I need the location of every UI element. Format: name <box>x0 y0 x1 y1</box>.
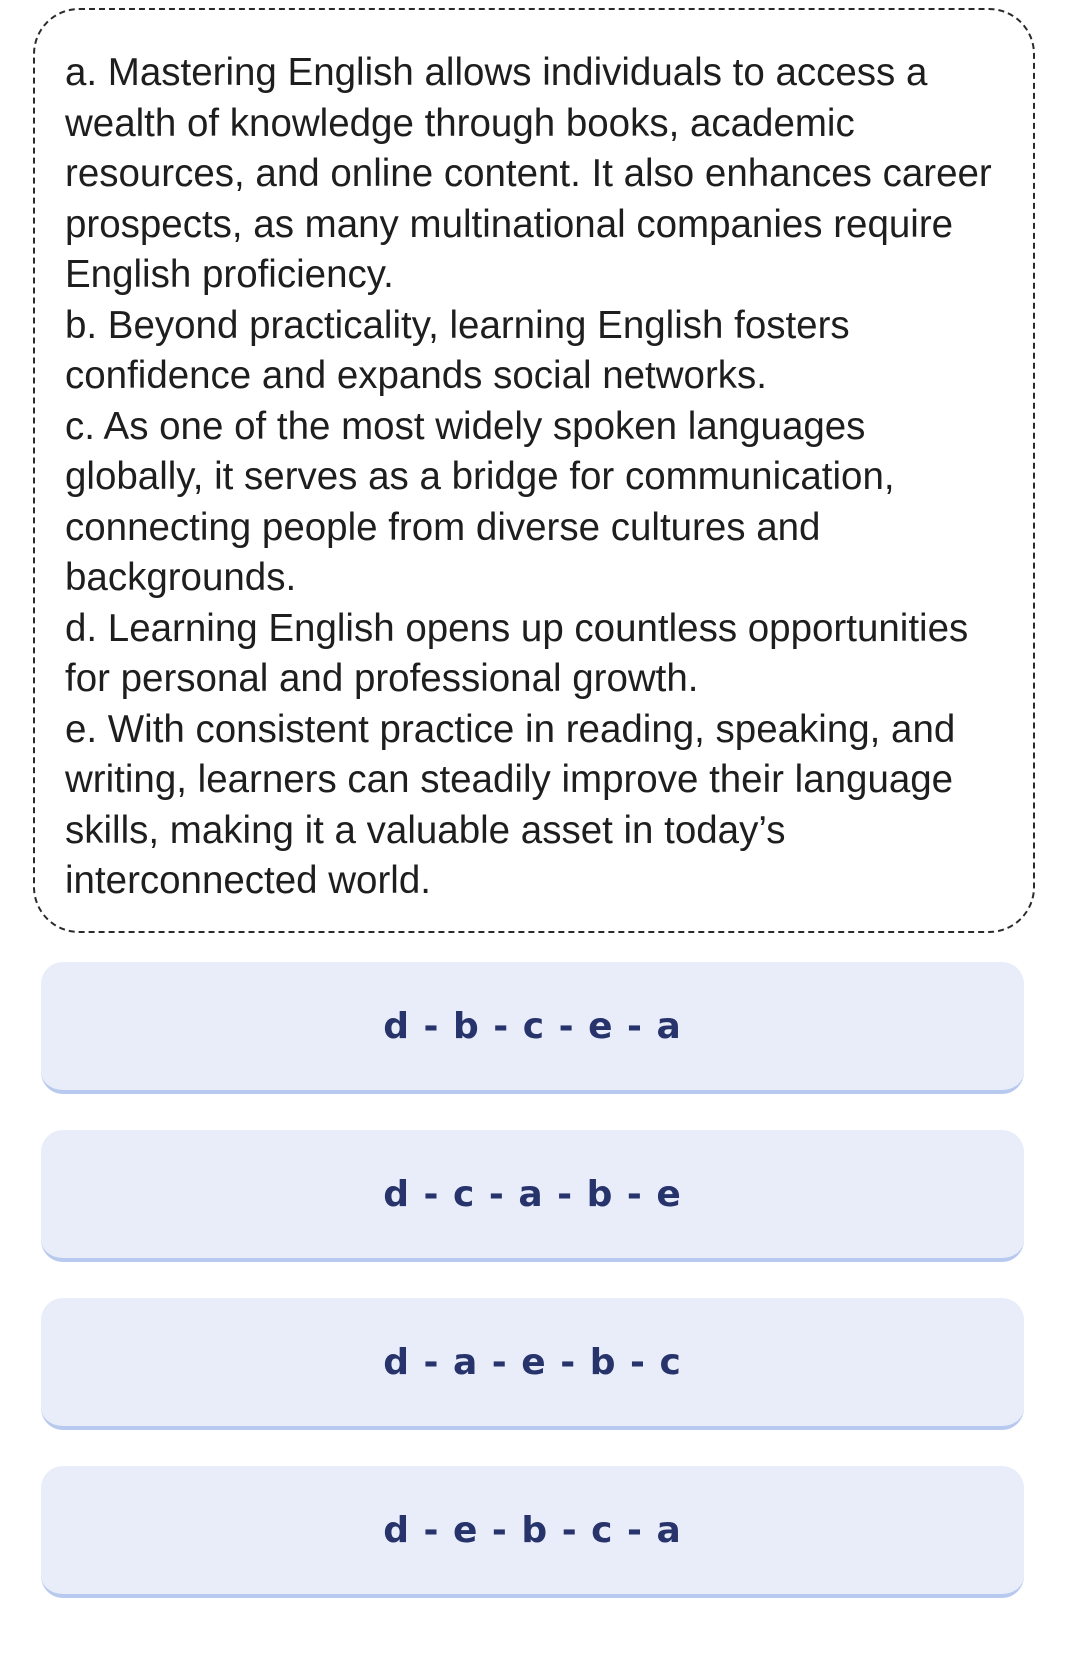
passage-paragraph-d: d. Learning English opens up countless opportunities for personal and professional growth. <box>65 606 969 700</box>
answer-option-label: d - b - c - e - a <box>383 1005 682 1047</box>
answer-option-4[interactable] <box>41 1466 1024 1598</box>
answer-option-label: d - c - a - b - e <box>383 1173 682 1215</box>
passage-box <box>33 8 1035 933</box>
passage-paragraph-e: e. With consistent practice in reading, speaking, and writing, learners can steadily improve their language skills, making it a valuable asset in today’s interconnected world. <box>65 707 956 902</box>
answer-option-3[interactable] <box>41 1298 1024 1430</box>
passage-paragraph-c: c. As one of the most widely spoken languages globally, it serves as a bridge for communication, connecting people from diverse cultures and backgrounds. <box>65 404 895 599</box>
answer-option-2[interactable] <box>41 1130 1024 1262</box>
passage-paragraph-a: a. Mastering English allows individuals to access a wealth of knowledge through books, academic resources, and online content. It also enhances career prospects, as many multinational companies require English proficiency. <box>65 51 992 296</box>
answer-option-1[interactable] <box>41 962 1024 1094</box>
answer-option-label: d - a - e - b - c <box>383 1341 682 1383</box>
answer-option-label: d - e - b - c - a <box>383 1509 682 1551</box>
passage-paragraph-b: b. Beyond practicality, learning English fosters confidence and expands social networks. <box>65 303 850 397</box>
